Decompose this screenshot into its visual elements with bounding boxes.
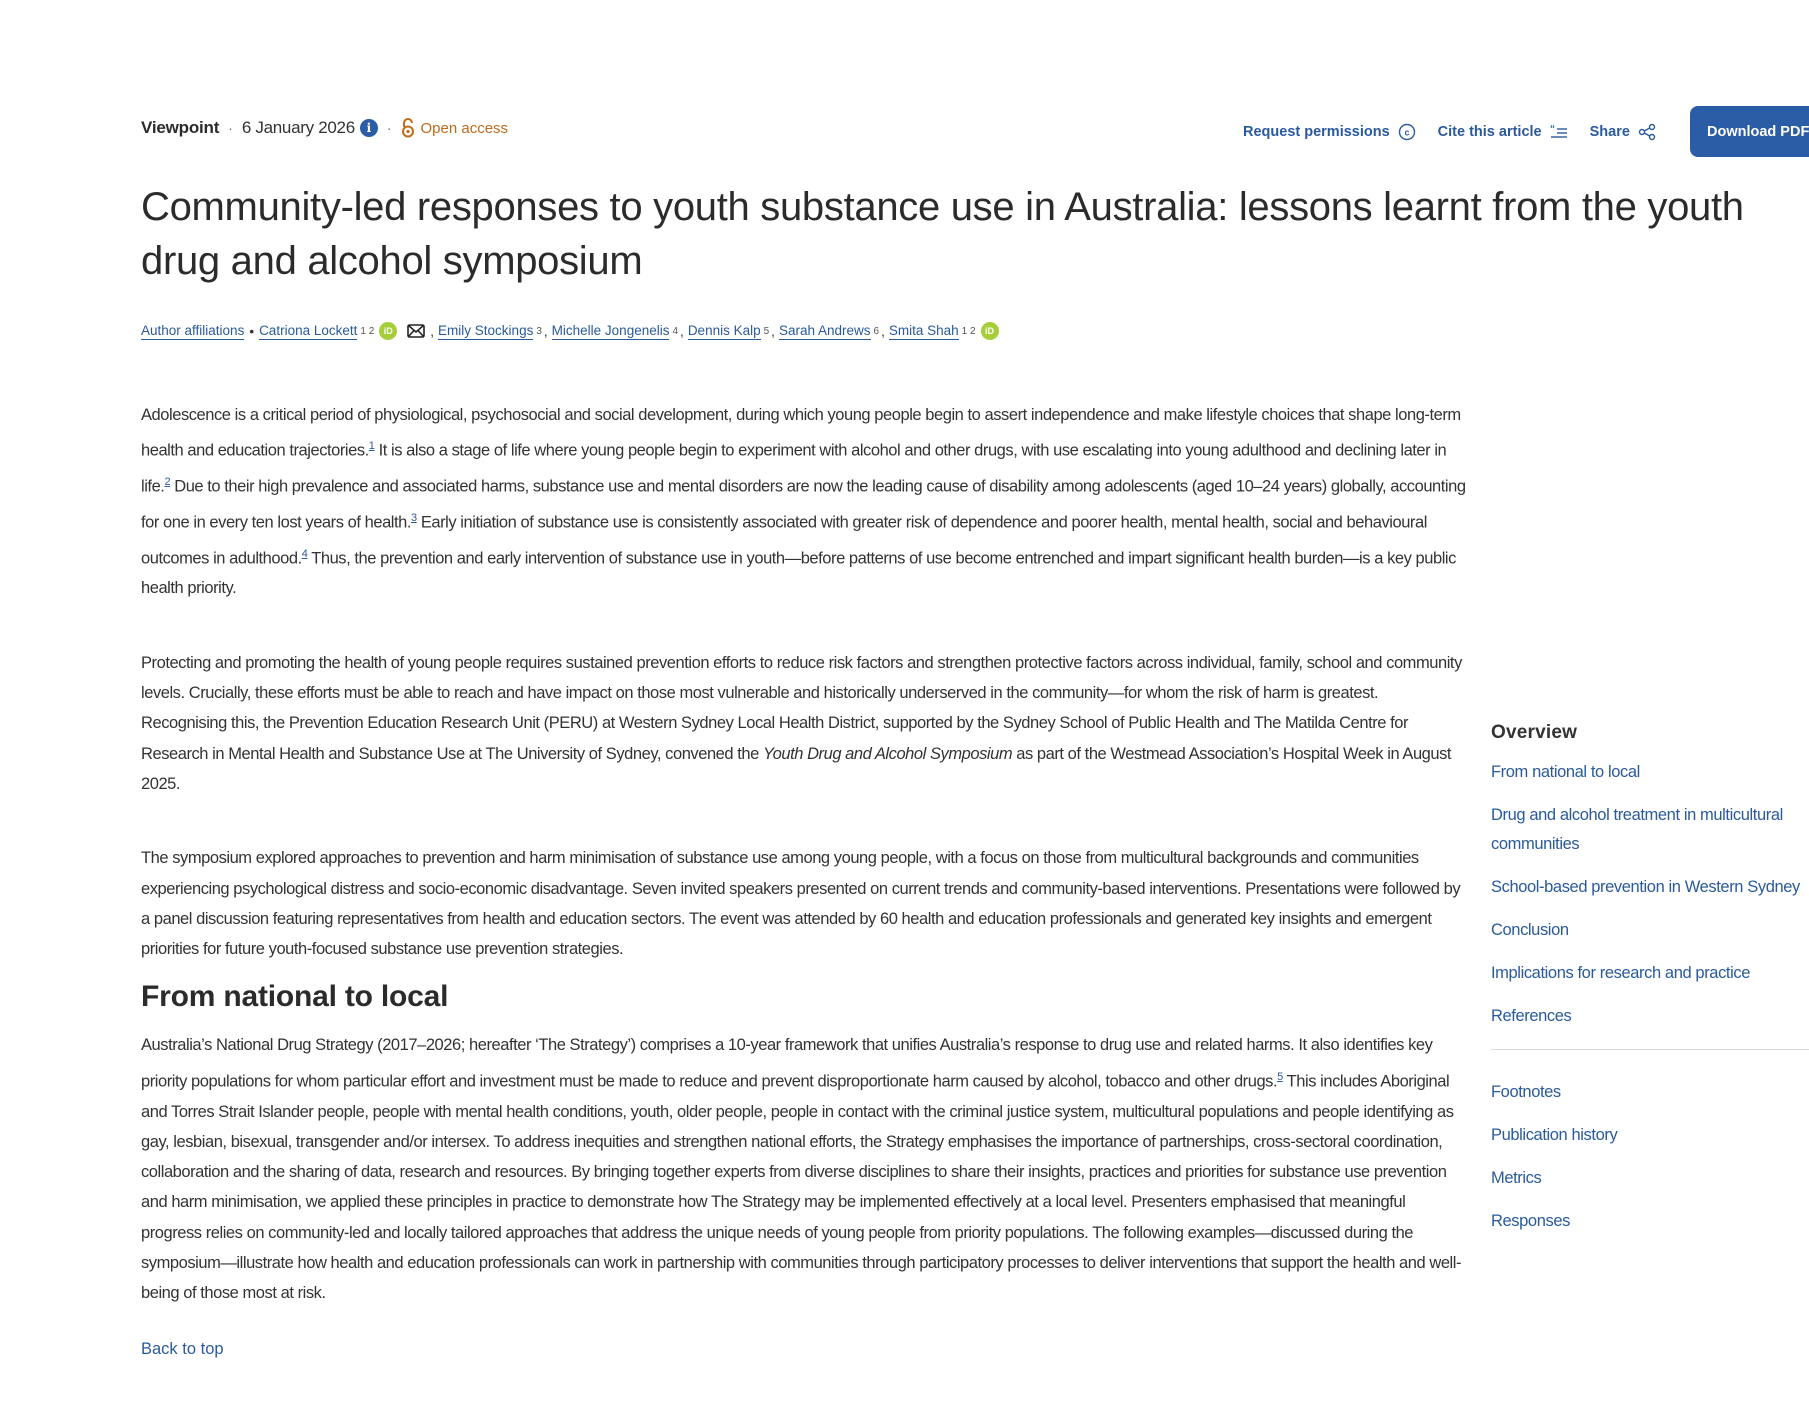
share-link[interactable] xyxy=(1590,123,1656,141)
reference-link[interactable]: 2 xyxy=(164,476,171,489)
paragraph-symposium-overview: The symposium explored approaches to prevention and harm minimisation of substance use among young people, with a focus on those from multicultural backgrounds and communities experiencing psychological distress and socio-economic disadvantage. Seven invited speakers presented on current trends and community-based interventions. Presentations were followed by a panel discussion featuring representatives from health and education sectors. The event was attended by 60 health and education professionals and generated key insights and emergent priorities for future youth-focused substance use prevention strategies. xyxy=(141,849,1461,959)
toc-item-from-national-to-local[interactable]: From national to local xyxy=(1491,763,1640,781)
share-label: Share xyxy=(1589,123,1630,140)
reference-link[interactable]: 4 xyxy=(301,547,308,560)
comma-separator: , xyxy=(771,323,775,339)
author-link[interactable]: Catriona Lockett xyxy=(259,322,358,338)
toc-item-conclusion[interactable]: Conclusion xyxy=(1491,921,1569,939)
article-actions xyxy=(1243,106,1678,157)
open-lock-icon xyxy=(401,118,415,138)
toc-item-metrics[interactable]: Metrics xyxy=(1491,1169,1542,1187)
comma-separator: , xyxy=(430,323,435,339)
affiliation-superscript: 4 xyxy=(672,325,679,337)
table-of-contents xyxy=(1491,722,1809,1250)
affiliation-superscript: 5 xyxy=(763,325,770,337)
article-meta-bar xyxy=(141,118,508,138)
email-icon[interactable] xyxy=(407,324,425,338)
toc-item-publication-history[interactable]: Publication history xyxy=(1491,1126,1618,1144)
toc-item-references[interactable]: References xyxy=(1491,1007,1572,1025)
cite-article-label: Cite this article xyxy=(1437,123,1542,140)
svg-text:c: c xyxy=(1404,127,1410,137)
affiliation-superscript: 6 xyxy=(873,325,880,337)
article-title: Community-led responses to youth substance use in Australia: lessons learnt from the youth drug and alcohol symposium xyxy=(141,185,1744,283)
orcid-icon[interactable]: iD xyxy=(379,322,397,340)
author-link[interactable]: Dennis Kalp xyxy=(687,322,761,338)
share-icon xyxy=(1638,123,1656,141)
svg-text:“: “ xyxy=(1549,123,1555,135)
quote-list-icon xyxy=(1550,124,1568,140)
request-permissions-link[interactable] xyxy=(1243,123,1416,141)
toc-item-implications[interactable]: Implications for research and practice xyxy=(1491,964,1751,982)
author-link[interactable]: Michelle Jongenelis xyxy=(551,322,670,338)
open-access-badge xyxy=(401,118,509,138)
request-permissions-label: Request permissions xyxy=(1243,123,1390,140)
author-link[interactable]: Emily Stockings xyxy=(438,322,534,338)
download-pdf-button[interactable]: Download PDF xyxy=(1690,106,1809,157)
copyright-icon xyxy=(1398,123,1416,141)
author-link[interactable]: Sarah Andrews xyxy=(778,322,871,338)
article-type: Viewpoint xyxy=(141,118,220,137)
publication-date: 6 January 2026 xyxy=(241,118,355,137)
symposium-name: Youth Drug and Alcohol Symposium xyxy=(762,744,1013,763)
toc-divider xyxy=(1491,1049,1809,1050)
toc-item-multicultural-treatment[interactable]: Drug and alcohol treatment in multicultural communities xyxy=(1491,806,1783,853)
reference-link[interactable]: 3 xyxy=(411,511,417,524)
open-access-label: Open access xyxy=(420,119,509,137)
paragraph-national-strategy: Australia’s National Drug Strategy (2017–2026; hereafter ‘The Strategy’) comprises a 10-year framework that unifies Australia’s response to drug use and related harms. It also identifies key priority populations for whom particular effort and investment must be made to reduce and prevent disproportionate harm caused by alcohol, tobacco and other drugs.$^5$ This includes Aboriginal and Torres Strait Islander people, people with mental health conditions, youth, older people, people in contact with the criminal justice system, multicultural populations and people identifying as gay, lesbian, bisexual, transgender and/or intersex. To address inequities and strengthen national efforts, the Strategy emphasises the importance of partnerships, cross-sectoral coordination, collaboration and the sharing of data, research and resources. By bringing together experts from diverse disciplines to share their insights, practices and priorities for substance use prevention and harm minimisation, we applied these principles in practice to demonstrate how The Strategy may be implemented effectively at a local level. Presenters emphasised that meaningful progress relies on community-led and locally tailored approaches that address the unique needs of young people from priority populations. The following examples—discussed during the symposium—illustrate how health and education professionals can work in partnership with communities through participatory processes to deliver interventions that support the health and well-being of those most at risk. xyxy=(141,1036,1462,1303)
comma-separator: , xyxy=(881,323,885,339)
article-body xyxy=(141,400,1466,1359)
paragraph-symposium-context: Protecting and promoting the health of young people requires sustained prevention efforts to reduce risk factors and strengthen protective factors across individual, family, school and community levels. Crucially, these efforts must be able to reach and have impact on those most vulnerable and historically underserved in the community—for whom the risk of harm is greatest. Recognising this, the Prevention Education Research Unit (PERU) at Western Sydney Local Health District, supported by the Sydney School of Public Health and The Matilda Centre for Research in Mental Health and Substance Use at The University of Sydney, convened the Youth Drug and Alcohol Symposium as part of the Westmead Association’s Hospital Week in August 2025. xyxy=(141,653,1462,793)
separator-dot: · xyxy=(386,120,392,136)
author-link[interactable]: Smita Shah xyxy=(888,322,959,338)
comma-separator: , xyxy=(680,323,684,339)
paragraph-intro: Adolescence is a critical period of physiological, psychosocial and social development, during which young people begin to assert independence and make lifestyle choices that shape long-term health and education trajectories.$^1$ It is also a stage of life where young people begin to experiment with alcohol and other drugs, with use escalating into young adulthood and declining later in life.$^2$ Due to their high prevalence and associated harms, substance use and mental disorders are now the leading cause of disability among adolescents (aged 10–24 years) globally, accounting for one in every ten lost years of health.$^3$ Early initiation of substance use is consistently associated with greater risk of dependence and poorer health, mental health, social and behavioural outcomes in adulthood.$^4$ Thus, the prevention and early intervention of substance use in youth—before patterns of use become entrenched and impart significant health burden—is a key public health priority. xyxy=(141,406,1466,598)
orcid-icon[interactable]: iD xyxy=(981,322,999,340)
cite-article-link[interactable] xyxy=(1438,124,1568,140)
reference-link[interactable]: 5 xyxy=(1277,1070,1283,1083)
comma-separator: , xyxy=(543,323,548,339)
affiliation-superscript: 1 2 xyxy=(961,325,976,337)
author-affiliations-link[interactable]: Author affiliations xyxy=(141,322,245,338)
bullet-separator: • xyxy=(249,323,255,339)
affiliation-superscript: 3 xyxy=(536,325,542,337)
toc-item-footnotes[interactable]: Footnotes xyxy=(1491,1083,1561,1101)
toc-item-responses[interactable]: Responses xyxy=(1491,1212,1570,1230)
info-icon[interactable]: i xyxy=(360,119,378,137)
section-heading-national-to-local: From national to local xyxy=(141,980,449,1014)
back-to-top-link[interactable]: Back to top xyxy=(141,1339,224,1358)
author-list xyxy=(141,322,999,340)
toc-item-school-based-prevention[interactable]: School-based prevention in Western Sydney xyxy=(1491,878,1800,896)
toc-heading: Overview xyxy=(1491,722,1578,743)
separator-dot: · xyxy=(228,120,233,136)
reference-link[interactable]: 1 xyxy=(368,440,375,453)
affiliation-superscript: 1 2 xyxy=(360,325,375,337)
